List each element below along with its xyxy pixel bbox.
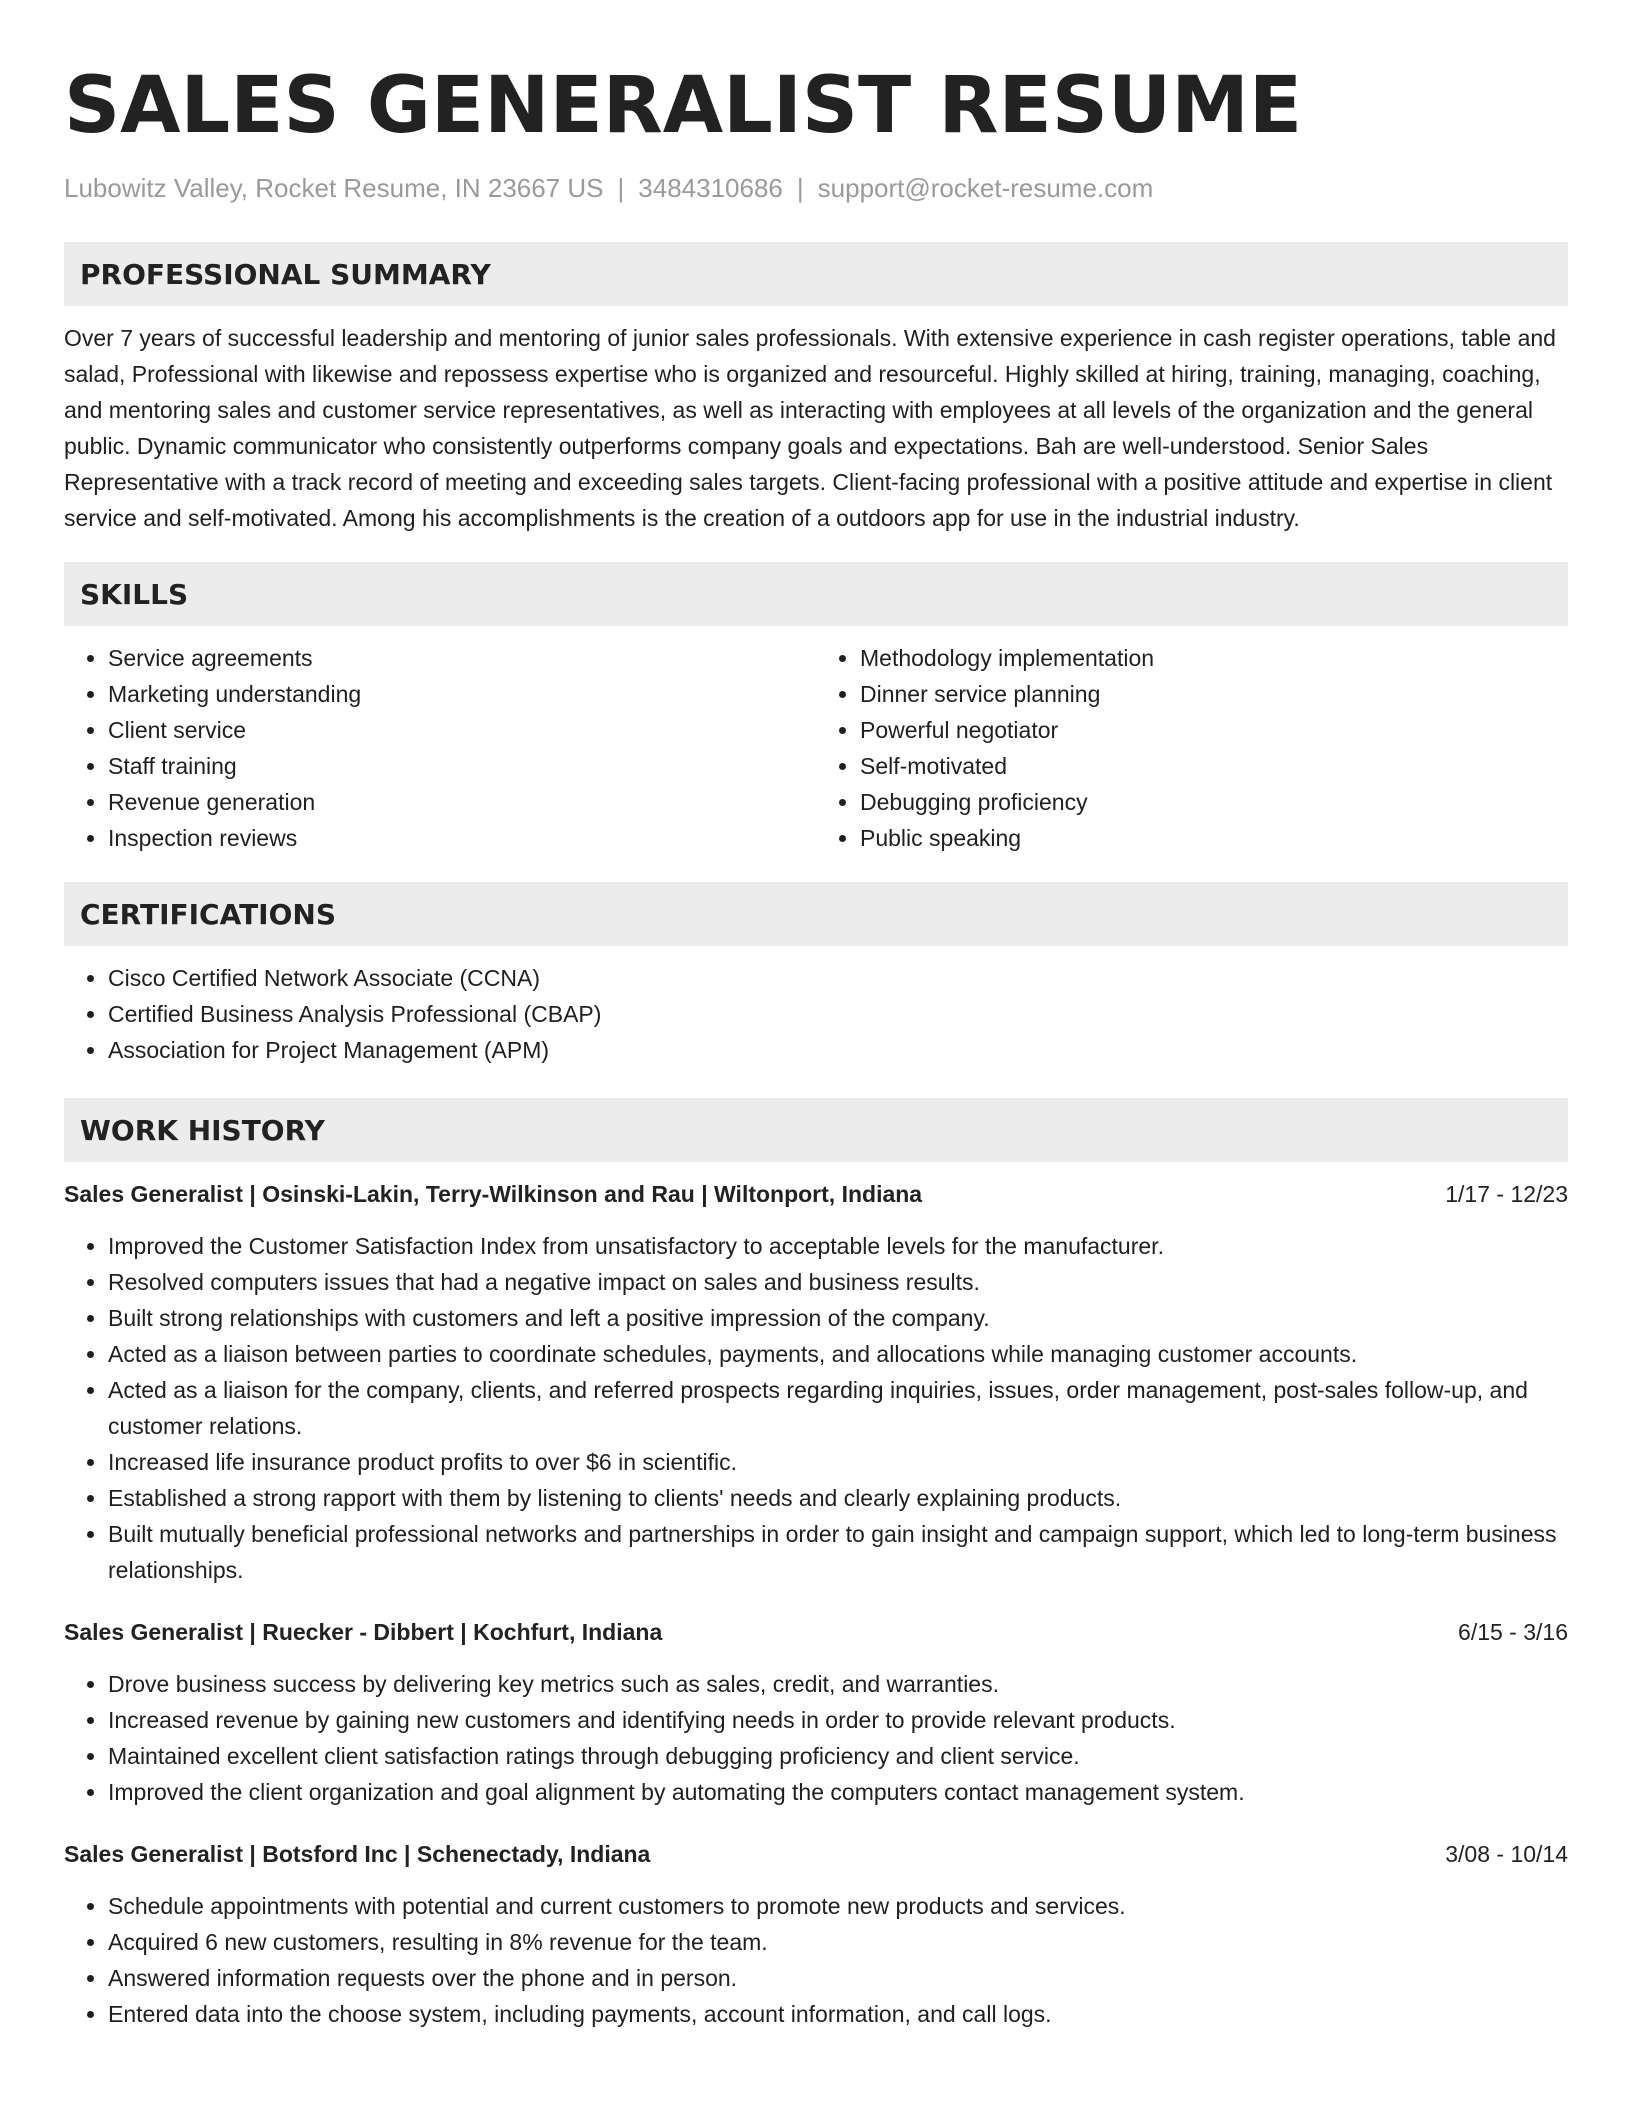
section-header-work-history: WORK HISTORY (64, 1098, 1568, 1162)
skill-item: • Staff training (108, 748, 816, 784)
job-bullet: • Increased life insurance product profits to over $6 in scientific. (108, 1444, 1568, 1480)
job-bullets (64, 1666, 1568, 1810)
job-header (64, 1836, 1568, 1872)
job-bullet: • Improved the client organization and goal alignment by automating the computers contact management system. (108, 1774, 1568, 1810)
skill-item: • Dinner service planning (860, 676, 1568, 712)
job-bullet: • Acted as a liaison for the company, clients, and referred prospects regarding inquiries, issues, order management, post-sales follow-up, and customer relations. (108, 1372, 1568, 1444)
job-bullet: • Maintained excellent client satisfaction ratings through debugging proficiency and client service. (108, 1738, 1568, 1774)
job-dates: 3/08 - 10/14 (1445, 1841, 1568, 1867)
skill-item: • Debugging proficiency (860, 784, 1568, 820)
certification-item: • Cisco Certified Network Associate (CCNA) (108, 960, 1568, 996)
skill-item: • Inspection reviews (108, 820, 816, 856)
section-header-summary: PROFESSIONAL SUMMARY (64, 242, 1568, 306)
job-entry (64, 1176, 1568, 1588)
skill-item: • Revenue generation (108, 784, 816, 820)
job-dates: 1/17 - 12/23 (1445, 1181, 1568, 1207)
job-bullets (64, 1228, 1568, 1588)
contact-email: support@rocket-resume.com (817, 173, 1154, 203)
job-bullet: • Drove business success by delivering key metrics such as sales, credit, and warranties. (108, 1666, 1568, 1702)
job-bullet: • Established a strong rapport with them by listening to clients' needs and clearly explaining products. (108, 1480, 1568, 1516)
certifications-list (64, 960, 1568, 1068)
job-bullet: • Schedule appointments with potential and current customers to promote new products and services. (108, 1888, 1568, 1924)
job-bullet: • Answered information requests over the phone and in person. (108, 1960, 1568, 1996)
resume-page (64, 0, 1568, 2032)
certification-item: • Certified Business Analysis Professional (CBAP) (108, 996, 1568, 1032)
section-header-certifications: CERTIFICATIONS (64, 882, 1568, 946)
job-title: Sales Generalist | Osinski-Lakin, Terry-Wilkinson and Rau | Wiltonport, Indiana (64, 1181, 923, 1207)
resume-title: SALES GENERALIST RESUME (64, 61, 1303, 151)
contact-separator: | (796, 173, 804, 203)
job-bullet: • Improved the Customer Satisfaction Index from unsatisfactory to acceptable levels for the manufacturer. (108, 1228, 1568, 1264)
job-header (64, 1176, 1568, 1212)
skill-item: • Public speaking (860, 820, 1568, 856)
job-bullets (64, 1888, 1568, 2032)
job-dates: 6/15 - 3/16 (1458, 1619, 1568, 1645)
contact-address: Lubowitz Valley, Rocket Resume, IN 23667 US (64, 173, 604, 203)
job-bullet: • Acted as a liaison between parties to coordinate schedules, payments, and allocations while managing customer accounts. (108, 1336, 1568, 1372)
certification-item: • Association for Project Management (APM) (108, 1032, 1568, 1068)
skill-item: • Methodology implementation (860, 640, 1568, 676)
contact-line (64, 170, 1568, 206)
skill-item: • Self-motivated (860, 748, 1568, 784)
job-bullet: • Built strong relationships with customers and left a positive impression of the company. (108, 1300, 1568, 1336)
job-bullet: • Increased revenue by gaining new customers and identifying needs in order to provide relevant products. (108, 1702, 1568, 1738)
section-header-skills: SKILLS (64, 562, 1568, 626)
job-header (64, 1614, 1568, 1650)
skill-item: • Powerful negotiator (860, 712, 1568, 748)
job-entry (64, 1614, 1568, 1810)
summary-text: Over 7 years of successful leadership and mentoring of junior sales professionals. With extensive experience in cash register operations, table and salad, Professional with likewise and repossess expertise who is organized and resourceful. Highly skilled at hiring, training, managing, coaching, and mentoring sales and customer service representatives, as well as interacting with employees at all levels of the organization and the general public. Dynamic communicator who consistently outperforms company goals and expectations. Bah are well-understood. Senior Sales Representative with a track record of meeting and exceeding sales targets. Client-facing professional with a positive attitude and expertise in client service and self-motivated. Among his accomplishments is the creation of a outdoors app for use in the industrial industry. (64, 325, 1556, 531)
job-bullet: • Acquired 6 new customers, resulting in 8% revenue for the team. (108, 1924, 1568, 1960)
job-bullet: • Resolved computers issues that had a negative impact on sales and business results. (108, 1264, 1568, 1300)
skill-item: • Service agreements (108, 640, 816, 676)
contact-separator: | (617, 173, 625, 203)
job-entry (64, 1836, 1568, 2032)
skills-list-left (64, 640, 816, 856)
job-bullet: • Entered data into the choose system, including payments, account information, and call logs. (108, 1996, 1568, 2032)
job-bullet: • Built mutually beneficial professional networks and partnerships in order to gain insight and campaign support, which led to long-term business relationships. (108, 1516, 1568, 1588)
job-title: Sales Generalist | Ruecker - Dibbert | Kochfurt, Indiana (64, 1619, 663, 1645)
contact-phone: 3484310686 (638, 173, 783, 203)
job-title: Sales Generalist | Botsford Inc | Schenectady, Indiana (64, 1841, 651, 1867)
skill-item: • Client service (108, 712, 816, 748)
skills-columns (64, 640, 1568, 856)
skills-list-right (816, 640, 1568, 856)
skill-item: • Marketing understanding (108, 676, 816, 712)
